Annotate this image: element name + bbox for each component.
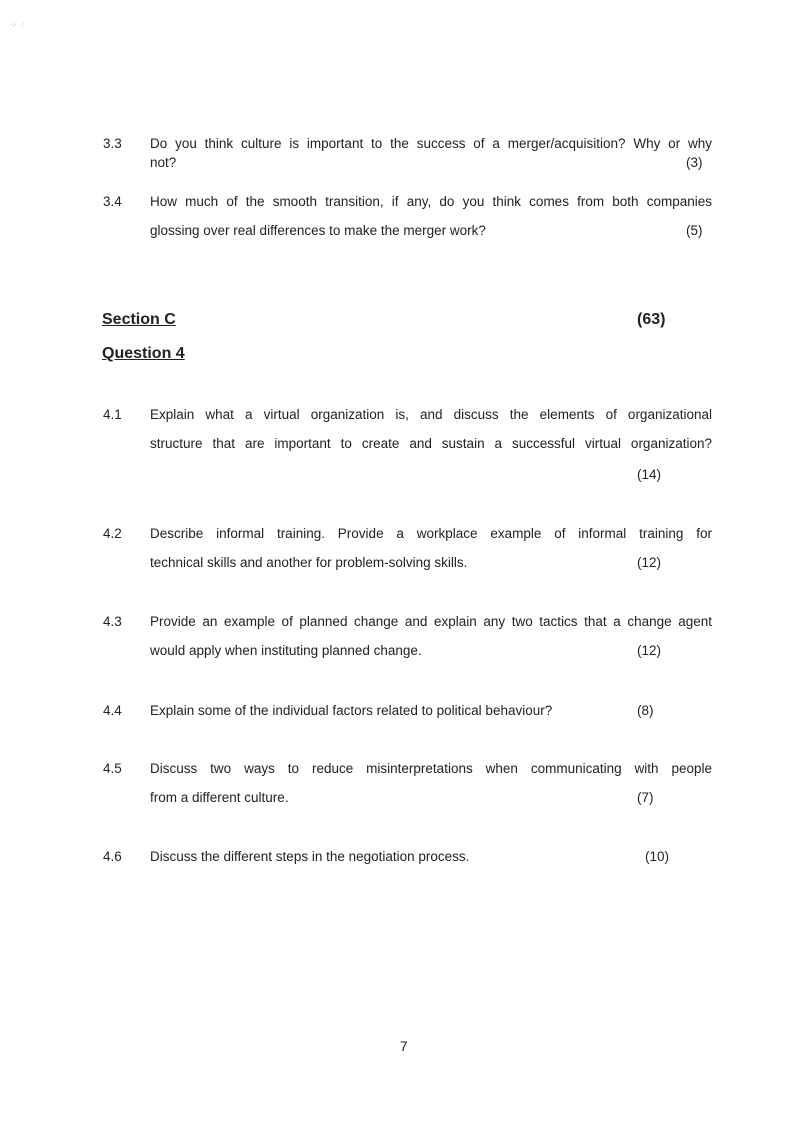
question-text: would apply when instituting planned change. xyxy=(150,643,422,658)
question-marks: (12) xyxy=(637,555,662,570)
question-marks: (8) xyxy=(637,703,654,718)
question-number: 4.5 xyxy=(103,761,122,776)
question-text: Discuss the different steps in the negotiation process. xyxy=(150,849,470,864)
question-text: Explain what a virtual organization is, and discuss the elements of organizational xyxy=(150,407,712,422)
question-text: from a different culture. xyxy=(150,790,289,805)
question-text: Explain some of the individual factors related to political behaviour? xyxy=(150,703,553,718)
question-number: 4.2 xyxy=(103,526,122,541)
question-text: Describe informal training. Provide a workplace example of informal training for xyxy=(150,526,712,541)
question-marks: (10) xyxy=(645,849,670,864)
question-text: How much of the smooth transition, if any, do you think comes from both companies xyxy=(150,194,712,209)
question-heading: Question 4 xyxy=(102,345,185,362)
question-marks: (3) xyxy=(686,155,703,170)
question-number: 3.3 xyxy=(103,136,122,151)
question-number: 4.3 xyxy=(103,614,122,629)
page-number: 7 xyxy=(400,1039,408,1054)
question-text: glossing over real differences to make the merger work? xyxy=(150,223,486,238)
question-text: Discuss two ways to reduce misinterpretations when communicating with people xyxy=(150,761,712,776)
question-text: Provide an example of planned change and explain any two tactics that a change agent xyxy=(150,614,712,629)
question-marks: (14) xyxy=(637,467,662,482)
question-text: structure that are important to create and sustain a successful virtual organization? xyxy=(150,436,712,451)
question-number: 4.6 xyxy=(103,849,122,864)
question-number: 3.4 xyxy=(103,194,122,209)
question-text: technical skills and another for problem-solving skills. xyxy=(150,555,468,570)
question-text: not? xyxy=(150,155,177,170)
question-marks: (12) xyxy=(637,643,662,658)
question-text: Do you think culture is important to the success of a merger/acquisition? Why or why xyxy=(150,136,712,151)
question-number: 4.1 xyxy=(103,407,122,422)
section-title: Section C xyxy=(102,311,176,328)
question-number: 4.4 xyxy=(103,703,122,718)
question-marks: (7) xyxy=(637,790,654,805)
question-marks: (5) xyxy=(686,223,703,238)
section-marks: (63) xyxy=(637,311,666,328)
scan-artifact: ⁘ ⁖ xyxy=(10,20,26,30)
